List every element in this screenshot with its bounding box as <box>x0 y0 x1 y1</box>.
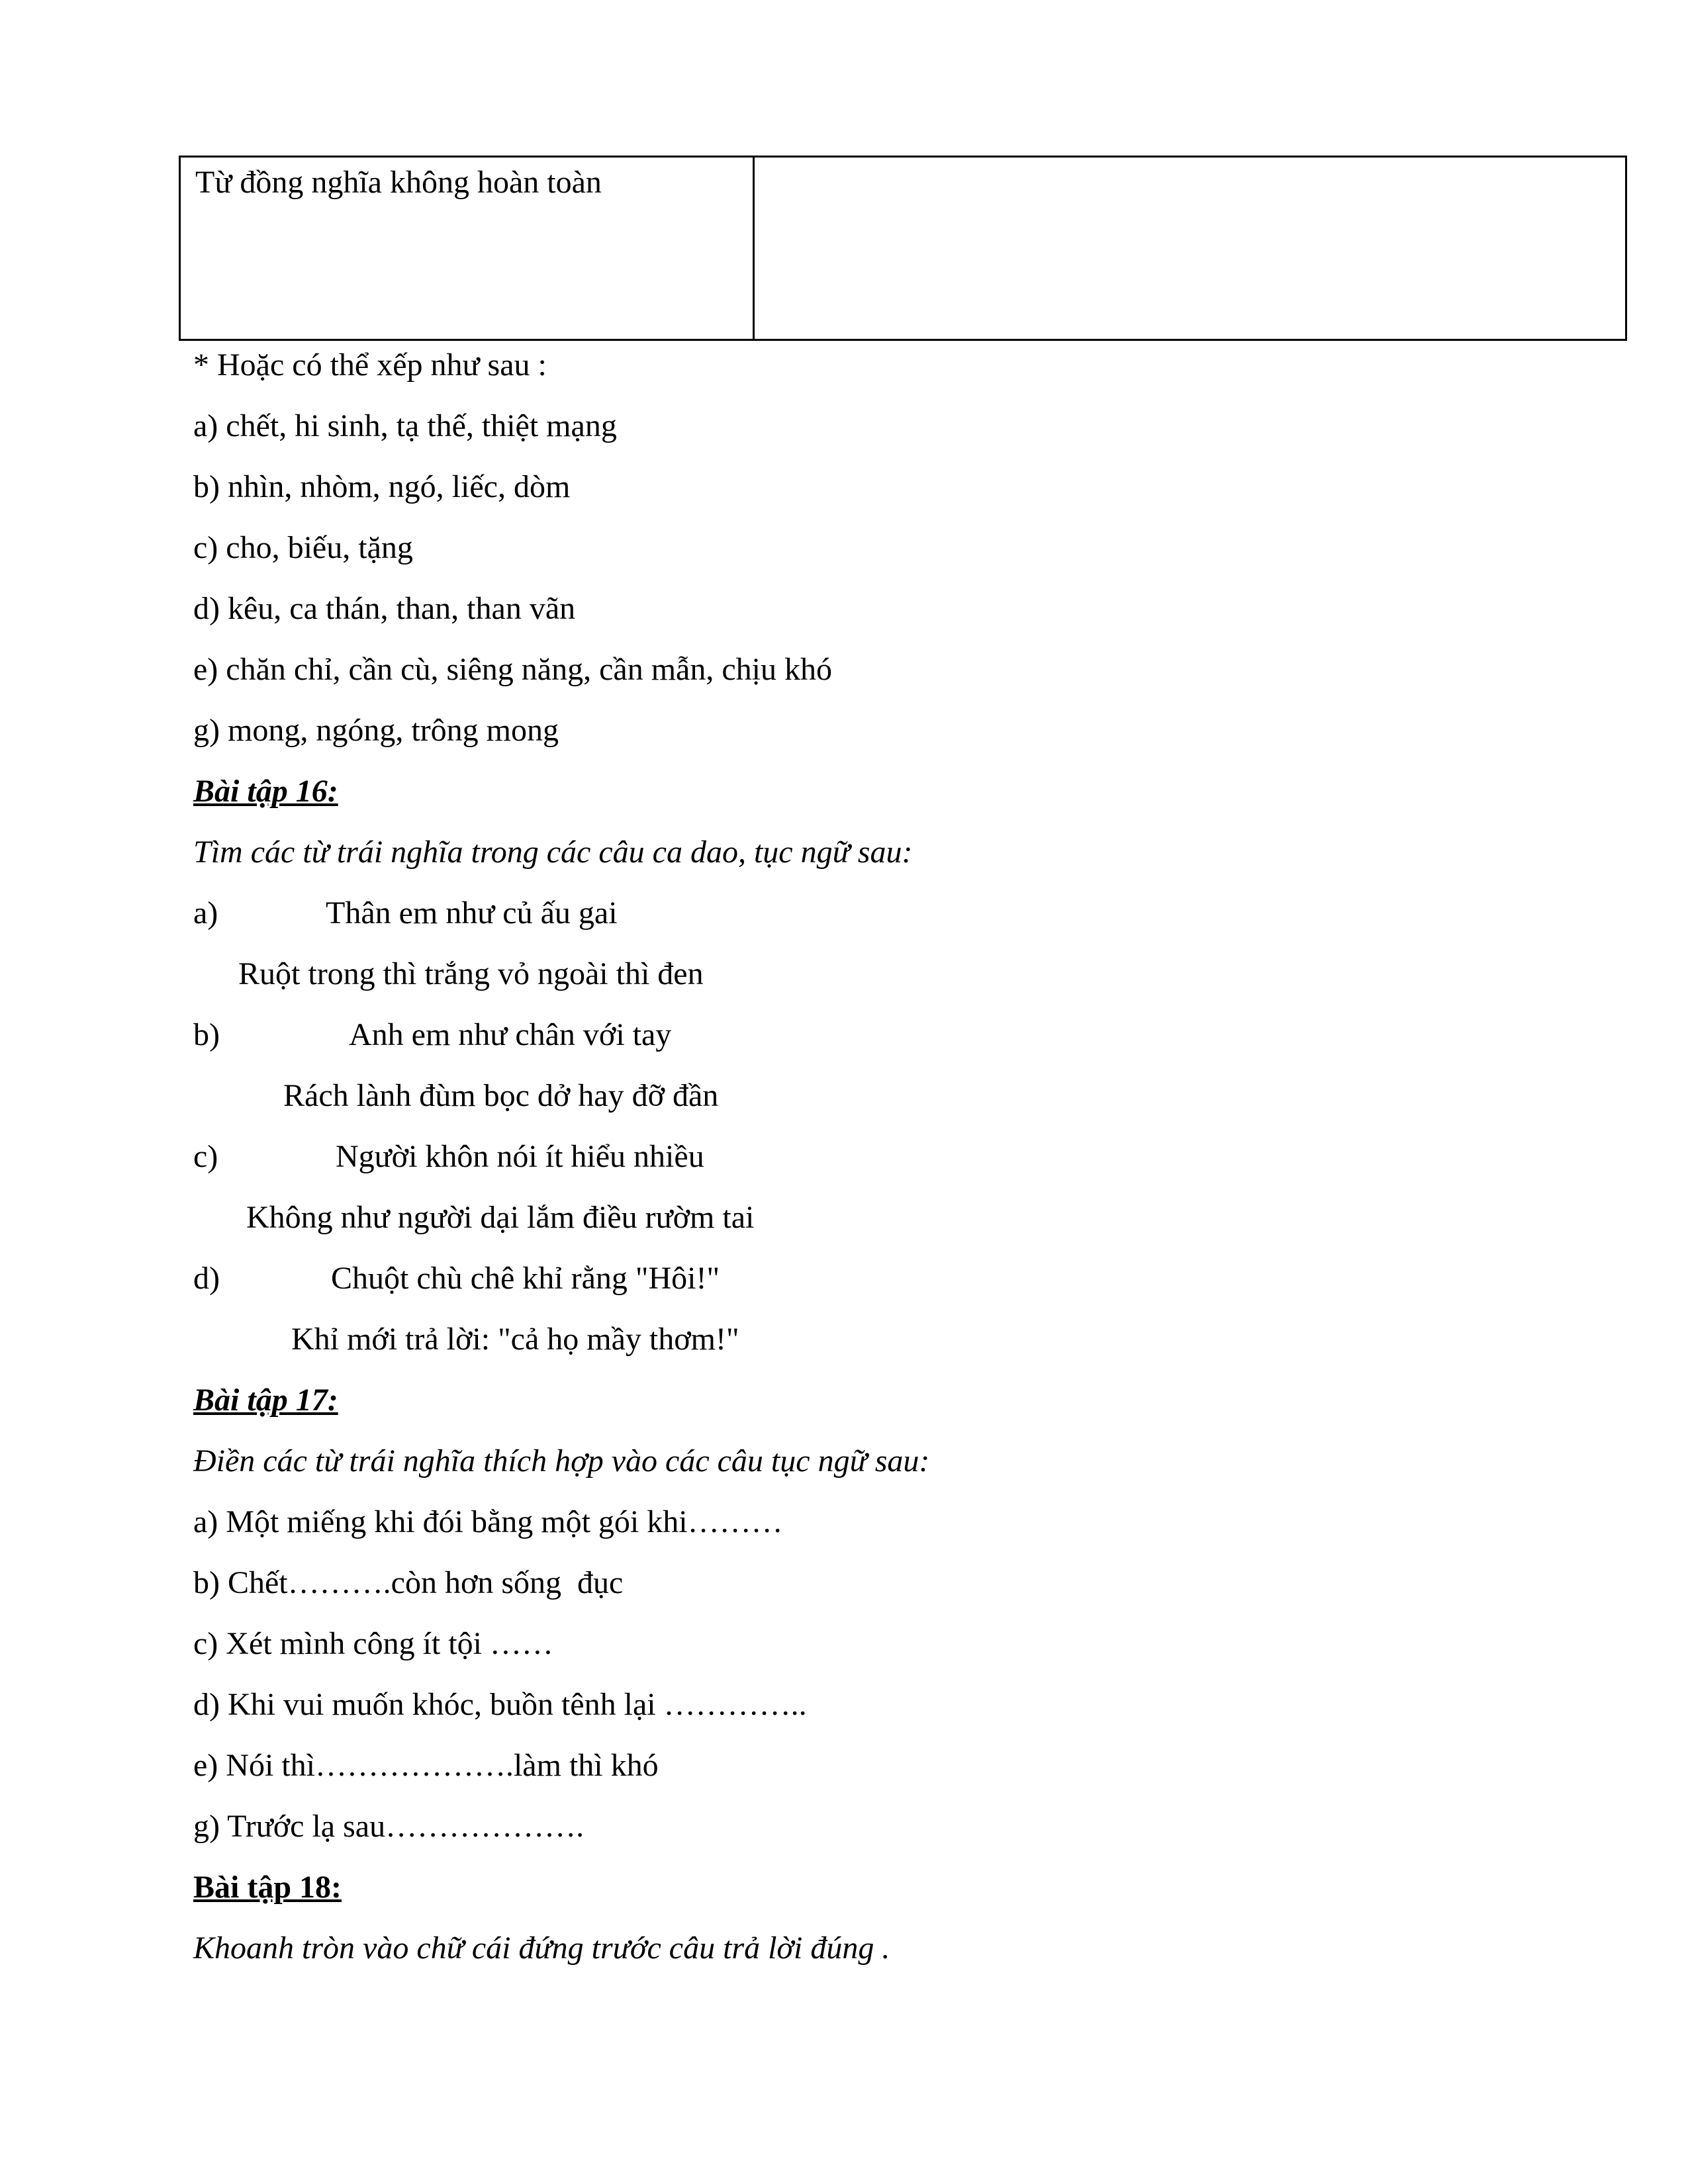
ex16-verse-line1: Người khôn nói ít hiểu nhiều <box>336 1139 704 1174</box>
table-row-label: Từ đồng nghĩa không hoàn toàn <box>180 157 754 340</box>
alt-item-c: c) cho, biếu, tặng <box>193 530 413 565</box>
ex16-item-label: a) <box>193 895 218 931</box>
ex17-item-e: e) Nói thì……………….làm thì khó <box>193 1748 659 1783</box>
ex16-item-b <box>193 1015 671 1055</box>
table-row-value <box>754 157 1626 340</box>
ex17-item-b: b) Chết……….còn hơn sống đục <box>193 1565 624 1600</box>
ex16-title: Bài tập 16: <box>193 774 338 809</box>
ex17-item-c: c) Xét mình công ít tội …… <box>193 1626 553 1661</box>
alt-arrangement-intro: * Hoặc có thể xếp như sau : <box>193 347 547 383</box>
ex16-item-label: d) <box>193 1261 220 1296</box>
ex17-item-d: d) Khi vui muốn khóc, buồn tênh lại ………….. <box>193 1687 807 1722</box>
ex16-verse-line1: Thân em như củ ấu gai <box>326 895 618 931</box>
ex16-item-label: c) <box>193 1139 218 1174</box>
table-row <box>180 157 1626 340</box>
ex16-verse-line2: Ruột trong thì trắng vỏ ngoài thì đen <box>238 956 704 991</box>
ex16-verse-line1: Chuột chù chê khỉ rằng "Hôi!" <box>331 1261 720 1296</box>
ex18-title: Bài tập 18: <box>193 1870 342 1905</box>
ex16-item-label: b) <box>193 1017 220 1052</box>
ex18-instruction: Khoanh tròn vào chữ cái đứng trước câu trả lời đúng . <box>193 1931 890 1966</box>
ex17-instruction: Điền các từ trái nghĩa thích hợp vào các câu tục ngữ sau: <box>193 1443 930 1479</box>
ex16-instruction: Tìm các từ trái nghĩa trong các câu ca dao, tục ngữ sau: <box>193 835 913 870</box>
ex16-verse-line2: Khỉ mới trả lời: "cả họ mầy thơm!" <box>291 1322 739 1357</box>
ex16-verse-line2: Rách lành đùm bọc dở hay đỡ đần <box>283 1078 719 1113</box>
ex16-item-d <box>193 1259 720 1298</box>
ex16-verse-line1: Anh em như chân với tay <box>349 1017 672 1052</box>
alt-item-d: d) kêu, ca thán, than, than vãn <box>193 591 576 626</box>
alt-item-g: g) mong, ngóng, trông mong <box>193 713 559 748</box>
alt-item-e: e) chăn chỉ, cần cù, siêng năng, cần mẫn, chịu khó <box>193 652 832 687</box>
ex17-item-a: a) Một miếng khi đói bằng một gói khi……… <box>193 1504 783 1539</box>
ex17-title: Bài tập 17: <box>193 1383 338 1418</box>
alt-item-b: b) nhìn, nhòm, ngó, liếc, dòm <box>193 469 571 504</box>
ex16-item-a <box>193 893 618 933</box>
alt-item-a: a) chết, hi sinh, tạ thế, thiệt mạng <box>193 408 617 443</box>
ex17-item-g: g) Trước lạ sau………………. <box>193 1809 585 1844</box>
synonym-table <box>179 156 1627 341</box>
ex16-item-c <box>193 1137 704 1177</box>
ex16-verse-line2: Không như người dại lắm điều rườm tai <box>246 1200 755 1235</box>
